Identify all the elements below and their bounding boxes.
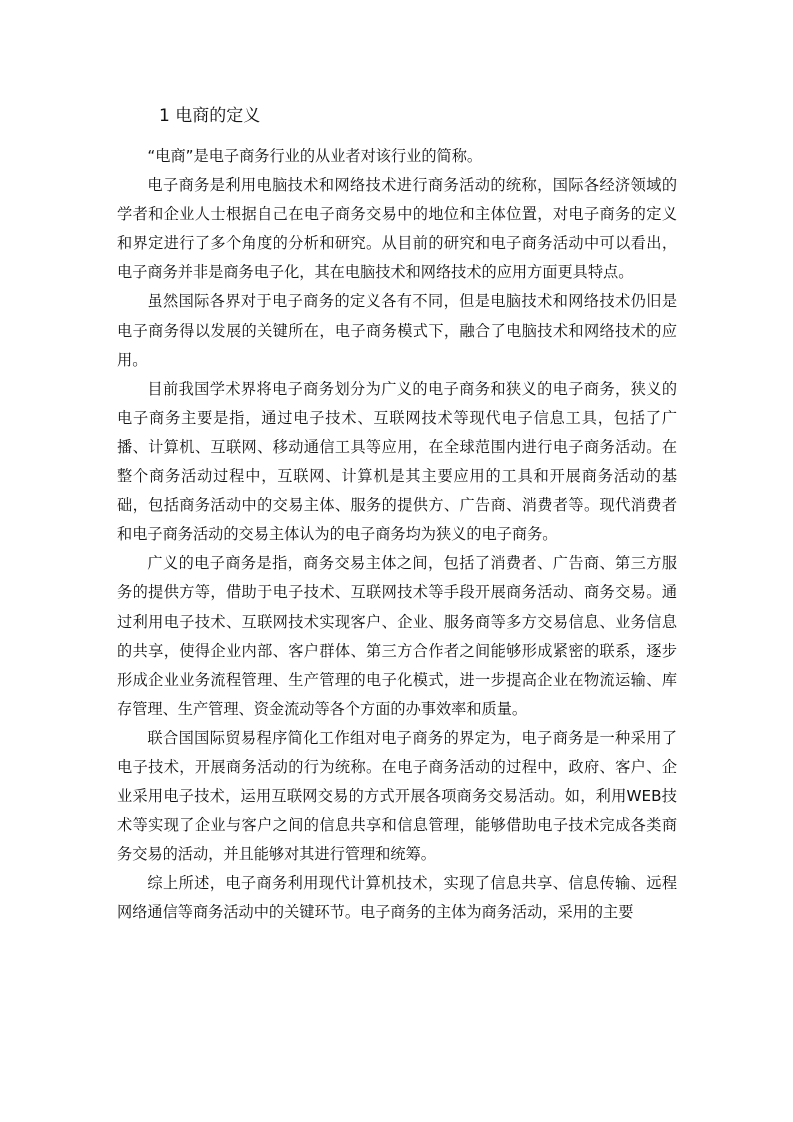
- paragraph-intro: “电商”是电子商务行业的从业者对该行业的简称。: [147, 147, 483, 165]
- paragraph-narrow-ecommerce: 目前我国学术界将电子商务划分为广义的电子商务和狭义的电子商务，狭义的电子商务主要是指，通过电子技术、互联网技术等现代电子信息工具，包括了广播、计算机、互联网、移动通信工具等应用，在全球范围内进行电子商务活动。在整个商务活动过程中，互联网、计算机是其主要应用的工具和开展商务活动的基础，包括商务活动中的交易主体、服务的提供方、广告商、消费者等。现代消费者和电子商务活动的交易主体认为的电子商务均为狭义的电子商务。: [117, 379, 677, 544]
- document-body: [117, 96, 677, 928]
- section-heading: 1 电商的定义: [159, 106, 261, 126]
- paragraph-summary: 综上所述，电子商务利用现代计算机技术，实现了信息共享、信息传输、远程网络通信等商务活动中的关键环节。电子商务的主体为商务活动，采用的主要: [117, 874, 677, 922]
- paragraph-un-definition: 联合国国际贸易程序简化工作组对电子商务的界定为，电子商务是一种采用了电子技术，开展商务活动的行为统称。在电子商务活动的过程中，政府、客户、企业采用电子技术，运用互联网交易的方式开展各项商务交易活动。如，利用WEB技术等实现了企业与客户之间的信息共享和信息管理，能够借助电子技术完成各类商务交易的活动，并且能够对其进行管理和统筹。: [117, 728, 677, 864]
- paragraph-key-technology: 虽然国际各界对于电子商务的定义各有不同，但是电脑技术和网络技术仍旧是电子商务得以发展的关键所在，电子商务模式下，融合了电脑技术和网络技术的应用。: [117, 292, 677, 369]
- paragraph-definition: 电子商务是利用电脑技术和网络技术进行商务活动的统称，国际各经济领域的学者和企业人士根据自己在电子商务交易中的地位和主体位置，对电子商务的定义和界定进行了多个角度的分析和研究。从目前的研究和电子商务活动中可以看出，电子商务并非是商务电子化，其在电脑技术和网络技术的应用方面更具特点。: [117, 176, 677, 282]
- paragraph-broad-ecommerce: 广义的电子商务是指，商务交易主体之间，包括了消费者、广告商、第三方服务的提供方等，借助于电子技术、互联网技术等手段开展商务活动、商务交易。通过利用电子技术、互联网技术实现客户、企业、服务商等多方交易信息、业务信息的共享，使得企业内部、客户群体、第三方合作者之间能够形成紧密的联系，逐步形成企业业务流程管理、生产管理的电子化模式，进一步提高企业在物流运输、库存管理、生产管理、资金流动等各个方面的办事效率和质量。: [117, 554, 677, 718]
